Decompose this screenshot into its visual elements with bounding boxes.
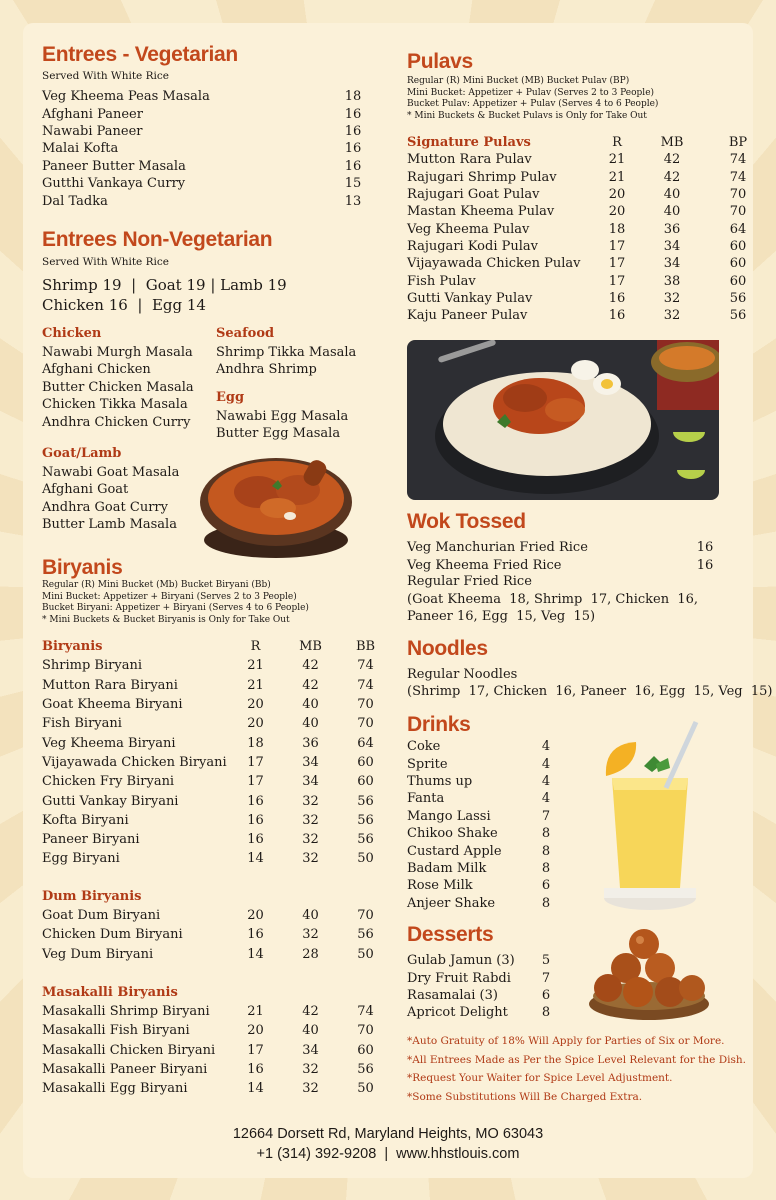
item-price: 21 [247,658,264,674]
drink-row [407,738,560,755]
item-price: 7 [541,808,551,824]
item-price: 64 [729,221,747,237]
item-price: 4 [541,756,551,772]
item-name: Dal Tadka [42,193,108,209]
menu-item: Nawabi Goat Masala [42,465,180,480]
drinks-title: Drinks [407,713,471,736]
noodles-title: Noodles [407,637,488,660]
item-price: 17 [608,273,626,289]
note-line: *Auto Gratuity of 18% Will Apply for Parties of Six or More. [407,1035,725,1047]
item-name: Nawabi Paneer [42,123,143,139]
item-name: Malai Kofta [42,141,119,157]
item-price: 56 [357,793,374,809]
item-name: Mutton Rara Pulav [407,152,532,168]
item-price: 16 [608,290,626,306]
item-price: 60 [357,774,374,790]
wok-regular: Regular Fried Rice [407,574,532,589]
item-name: Custard Apple [407,843,502,859]
item-name: Masakalli Shrimp Biryani [42,1004,210,1020]
noodles-line-2: (Shrimp 17, Chicken 16, Paneer 16, Egg 15, Veg 15) [407,684,773,699]
item-name: Kaju Paneer Pulav [407,308,528,324]
item-price: 60 [729,256,747,272]
item-price: 21 [608,152,626,168]
biryani-row [42,1060,393,1079]
item-name: Vijayawada Chicken Pulav [407,256,581,272]
item-price: 60 [729,273,747,289]
item-price: 64 [357,735,374,751]
item-name: Mastan Kheema Pulav [407,204,555,220]
biryani-row [42,1079,393,1098]
item-name: Coke [407,739,441,755]
goat-list [42,464,179,534]
pulavs-info-line: * Mini Buckets & Bucket Pulavs is Only for Take Out [407,110,647,121]
item-price: 56 [729,290,747,306]
menu-item: Chicken Tikka Masala [42,397,188,413]
menu-item: Nawabi Murgh Masala [42,345,193,360]
biryani-row [42,772,393,791]
drink-row [407,860,560,877]
egg-list [216,408,348,443]
note-line: *Some Substitutions Will Be Charged Extra. [407,1090,643,1103]
item-price: 8 [541,860,551,876]
item-price: 32 [302,1062,319,1078]
drink-row [407,808,560,825]
biryanis-info-line: Mini Bucket: Appetizer + Biryani (Serves 2 to 3 People) [42,591,297,602]
item-price: 32 [302,793,319,809]
item-name: Veg Kheema Biryani [42,735,176,751]
item-price: 50 [357,1081,374,1097]
item-name: Mutton Rara Biryani [42,677,178,693]
mango-lassi-image [596,718,704,912]
item-price: 50 [357,851,374,867]
item-price: 17 [608,238,626,254]
item-name: Veg Dum Biryani [42,946,154,962]
item-name: Sprite [407,756,448,772]
item-price: 21 [608,169,626,185]
pulav-row [407,151,771,168]
item-price: 18 [344,89,362,105]
column-header-r: R [612,135,622,151]
item-name: Chicken Dum Biryani [42,927,183,943]
item-price: 70 [357,1023,374,1039]
item-name: Masakalli Egg Biryani [42,1081,188,1097]
desserts-title: Desserts [407,923,494,946]
item-name: Apricot Delight [407,1005,508,1021]
item-price: 17 [247,1042,264,1058]
item-price: 34 [302,774,319,790]
item-price: 56 [729,308,747,324]
item-price: 17 [247,754,264,770]
biryani-row [42,1021,393,1040]
item-name: Vijayawada Chicken Biryani [42,754,227,770]
biryani-row [42,849,393,868]
drinks-list [407,738,560,912]
dessert-row [407,969,560,986]
pulavs-header-row [407,134,771,151]
biryani-row [42,714,393,733]
item-name: Goat Kheema Biryani [42,697,183,713]
biryani-row [42,656,393,675]
column-header-mb: MB [660,135,684,151]
item-name: Gutti Vankay Pulav [407,290,533,306]
item-price: 16 [344,158,362,174]
item-name: Egg Biryani [42,851,120,867]
item-price: 20 [608,204,626,220]
item-price: 18 [247,735,264,751]
biryanis-info [42,580,309,626]
item-name: Badam Milk [407,860,487,876]
item-name: Veg Manchurian Fried Rice [407,540,588,556]
item-price: 74 [729,169,747,185]
biryanis-info-line: * Mini Buckets & Bucket Biryanis is Only for Take Out [42,614,290,625]
item-price: 42 [663,152,681,168]
item-price: 74 [729,152,747,168]
pulav-row [407,203,771,220]
item-name: Fish Pulav [407,273,476,289]
item-price: 40 [663,187,681,203]
item-name: Thums up [407,773,473,789]
item-name: Gutti Vankay Biryani [42,793,179,809]
drink-row [407,842,560,859]
column-header-bb: BB [355,639,376,655]
drink-row [407,755,560,772]
dum-biryanis-table [42,906,393,964]
nonveg-subtitle: Served With White Rice [42,256,169,268]
wok-regular-prices-1: (Goat Kheema 18, Shrimp 17, Chicken 16, [407,592,699,607]
item-price: 17 [247,774,264,790]
item-name: Paneer Biryani [42,832,140,848]
item-price: 14 [247,946,264,962]
dum-biryanis-title: Dum Biryanis [42,889,142,904]
pulavs-info [407,76,658,122]
item-price: 32 [663,308,681,324]
item-price: 40 [302,697,319,713]
pulavs-info-line: Bucket Pulav: Appetizer + Pulav (Serves 4 to 6 People) [407,99,659,110]
item-price: 32 [302,832,319,848]
item-name: Rasamalai (3) [407,987,498,1003]
item-price: 56 [357,1062,374,1078]
item-name: Fanta [407,791,445,807]
item-price: 16 [247,812,264,828]
item-price: 6 [541,987,551,1003]
item-name: Veg Kheema Fried Rice [407,557,562,573]
item-name: Kofta Biryani [42,812,129,828]
dessert-row [407,987,560,1004]
item-price: 32 [302,1081,319,1097]
curry-bowl-image [198,450,354,562]
item-price: 74 [357,1004,374,1020]
pulav-row [407,238,771,255]
item-price: 60 [729,238,747,254]
column-header-r: R [250,639,261,655]
item-price: 34 [663,256,681,272]
column-header-mb: MB [299,639,322,655]
noodles-line-1: Regular Noodles [407,667,518,682]
pulavs-table [407,134,771,324]
menu-item-row [42,123,376,140]
item-price: 18 [608,221,626,237]
item-price: 8 [541,826,551,842]
item-price: 16 [608,308,626,324]
egg-title: Egg [216,390,245,405]
item-price: 28 [302,946,319,962]
wok-list [407,539,728,574]
item-price: 20 [247,697,264,713]
item-price: 40 [302,716,319,732]
menu-item-row [42,105,376,122]
item-price: 8 [541,1005,551,1021]
footer-contact: +1 (314) 392-9208 | www.hhstlouis.com [256,1146,520,1162]
item-price: 4 [541,773,551,789]
item-price: 74 [357,677,374,693]
menu-item: Andhra Chicken Curry [42,414,191,430]
goat-title: Goat/Lamb [42,446,122,461]
pulavs-info-line: Regular (R) Mini Bucket (MB) Bucket Pulav (BP) [407,76,630,86]
nonveg-title: Entrees Non-Vegetarian [42,228,273,251]
item-price: 16 [344,141,362,157]
biryani-row [42,1002,393,1021]
drink-row [407,790,560,807]
item-name: Chikoo Shake [407,826,498,842]
item-price: 16 [247,832,264,848]
biryani-row [42,945,393,964]
dessert-row [407,1004,560,1021]
item-price: 13 [344,193,362,209]
item-price: 56 [357,832,374,848]
biryanis-info-line: Regular (R) Mini Bucket (Mb) Bucket Biryani (Bb) [42,580,271,590]
menu-item: Afghani Goat [42,482,129,498]
column-header-bp: BP [728,135,748,151]
pulav-plate-image [407,340,719,500]
item-price: 40 [302,1023,319,1039]
item-name: Masakalli Paneer Biryani [42,1062,208,1078]
item-name: Masakalli Fish Biryani [42,1023,190,1039]
item-price: 42 [663,169,681,185]
masakalli-biryanis-title: Masakalli Biryanis [42,985,178,1000]
menu-item: Afghani Chicken [42,362,151,378]
item-price: 16 [247,793,264,809]
drink-row [407,773,560,790]
item-price: 16 [344,123,362,139]
item-price: 74 [357,658,374,674]
pulavs-group-title: Signature Pulavs [407,135,531,151]
item-price: 70 [729,204,747,220]
item-price: 16 [696,557,714,573]
notes [407,1032,746,1106]
chicken-list [42,344,194,431]
pulav-row [407,290,771,307]
veg-title: Entrees - Vegetarian [42,43,238,66]
veg-list [42,88,376,210]
item-price: 17 [608,256,626,272]
pulav-row [407,220,771,237]
desserts-list [407,952,560,1022]
item-price: 4 [541,739,551,755]
biryani-row [42,695,393,714]
item-name: Shrimp Biryani [42,658,142,674]
item-price: 8 [541,895,551,911]
pulav-row [407,272,771,289]
item-name: Anjeer Shake [407,895,496,911]
item-price: 20 [247,716,264,732]
item-price: 70 [357,697,374,713]
item-name: Rajugari Kodi Pulav [407,238,538,254]
item-name: Mango Lassi [407,808,491,824]
menu-item: Andhra Goat Curry [42,499,168,515]
item-price: 40 [302,908,319,924]
item-price: 56 [357,812,374,828]
item-price: 32 [302,927,319,943]
item-price: 16 [344,106,362,122]
note-line: *All Entrees Made as Per the Spice Level Relevant for the Dish. [407,1053,746,1066]
pulav-row [407,169,771,186]
veg-subtitle: Served With White Rice [42,70,169,82]
pulav-row [407,307,771,324]
item-price: 42 [302,658,319,674]
item-price: 36 [302,735,319,751]
item-price: 32 [663,290,681,306]
pulavs-info-line: Mini Bucket: Appetizer + Pulav (Serves 2 to 3 People) [407,87,655,98]
item-name: Veg Kheema Pulav [407,221,530,237]
gulab-jamun-image [586,928,712,1024]
menu-item-row [42,158,376,175]
item-name: Rajugari Goat Pulav [407,187,540,203]
drink-row [407,877,560,894]
pulav-row [407,255,771,272]
menu-item: Andhra Shrimp [216,362,317,378]
menu-item-row [42,140,376,157]
biryani-row [42,676,393,695]
item-name: Paneer Butter Masala [42,158,186,174]
item-price: 15 [344,176,362,192]
pulav-row [407,186,771,203]
biryani-row [42,830,393,849]
menu-item: Butter Lamb Masala [42,517,177,533]
item-price: 60 [357,754,374,770]
item-price: 60 [357,1042,374,1058]
item-name: Chicken Fry Biryani [42,774,175,790]
item-price: 38 [663,273,681,289]
item-name: Veg Kheema Peas Masala [42,89,210,105]
item-name: Afghani Paneer [42,106,143,122]
wok-regular-prices-2: Paneer 16, Egg 15, Veg 15) [407,609,596,624]
item-price: 42 [302,1004,319,1020]
note-line: *Request Your Waiter for Spice Level Adjustment. [407,1072,673,1084]
item-price: 70 [729,187,747,203]
biryanis-table [42,637,393,869]
biryanis-info-line: Bucket Biryani: Appetizer + Biryani (Serves 4 to 6 People) [42,603,309,614]
item-price: 16 [247,1062,264,1078]
item-name: Masakalli Chicken Biryani [42,1042,216,1058]
item-price: 70 [357,716,374,732]
item-name: Dry Fruit Rabdi [407,970,511,986]
drink-row [407,895,560,912]
item-price: 16 [696,540,714,556]
menu-item-row [42,175,376,192]
biryani-row [42,1041,393,1060]
item-price: 36 [663,221,681,237]
item-name: Goat Dum Biryani [42,908,161,924]
item-price: 6 [541,878,551,894]
biryani-row [42,733,393,752]
item-price: 50 [357,946,374,962]
item-price: 34 [302,754,319,770]
biryanis-header-row [42,637,393,656]
biryani-row [42,906,393,925]
biryani-row [42,753,393,772]
item-price: 21 [247,1004,264,1020]
item-price: 40 [663,204,681,220]
menu-item-row [407,556,728,573]
item-price: 14 [247,851,264,867]
masakalli-biryanis-table [42,1002,393,1098]
biryani-row [42,811,393,830]
item-name: Rajugari Shrimp Pulav [407,169,557,185]
menu-item: Butter Chicken Masala [42,379,194,395]
seafood-list [216,344,356,379]
item-price: 4 [541,791,551,807]
biryani-row [42,791,393,810]
seafood-title: Seafood [216,326,275,341]
wok-title: Wok Tossed [407,510,526,533]
menu-item-row [42,192,376,209]
item-price: 20 [608,187,626,203]
biryanis-group-title: Biryanis [42,639,103,655]
chicken-title: Chicken [42,326,102,341]
item-name: Gutthi Vankaya Curry [42,176,186,192]
item-price: 21 [247,677,264,693]
menu-item: Nawabi Egg Masala [216,409,349,424]
nonveg-prices-2: Chicken 16 | Egg 14 [42,296,206,314]
pulavs-title: Pulavs [407,50,473,73]
biryanis-title: Biryanis [42,556,123,579]
item-price: 20 [247,1023,264,1039]
item-price: 56 [357,927,374,943]
item-price: 32 [302,851,319,867]
item-price: 16 [247,927,264,943]
item-price: 42 [302,677,319,693]
nonveg-prices-1: Shrimp 19 | Goat 19 | Lamb 19 [42,276,287,294]
item-name: Rose Milk [407,878,473,894]
item-price: 8 [541,843,551,859]
item-price: 14 [247,1081,264,1097]
drink-row [407,825,560,842]
biryani-row [42,925,393,944]
item-price: 20 [247,908,264,924]
menu-item-row [407,539,728,556]
dessert-row [407,952,560,969]
item-price: 5 [541,953,551,969]
footer-address: 12664 Dorsett Rd, Maryland Heights, MO 63043 [232,1126,544,1142]
item-name: Gulab Jamun (3) [407,953,515,969]
menu-item-row [42,88,376,105]
item-price: 32 [302,812,319,828]
item-name: Fish Biryani [42,716,122,732]
item-price: 70 [357,908,374,924]
menu-item: Shrimp Tikka Masala [216,345,357,360]
item-price: 34 [302,1042,319,1058]
menu-item: Butter Egg Masala [216,426,341,442]
item-price: 7 [541,970,551,986]
item-price: 34 [663,238,681,254]
